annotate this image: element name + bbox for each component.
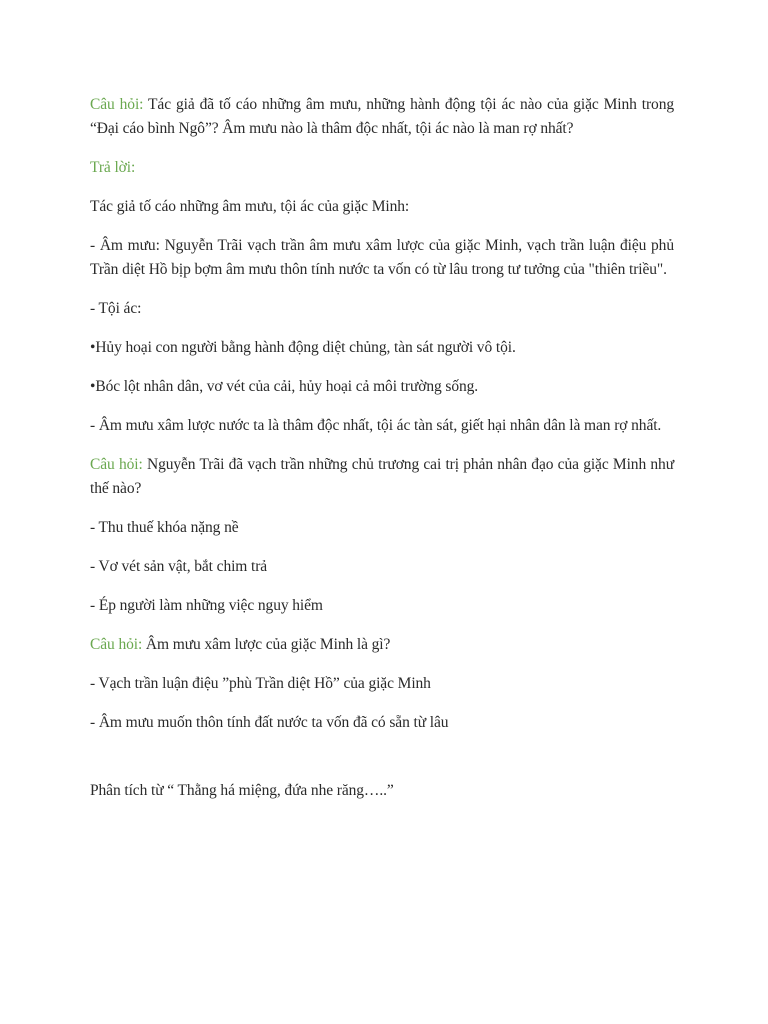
- question-text: Tác giả đã tố cáo những âm mưu, những hành động tội ác nào của giặc Minh trong “Đại cáo bình Ngô”? Âm mưu nào là thâm độc nhất, tội ác nào là man rợ nhất?: [90, 96, 674, 137]
- question-2: [90, 453, 674, 501]
- question-text: Âm mưu xâm lược của giặc Minh là gì?: [142, 636, 391, 653]
- question-label: Câu hỏi:: [90, 96, 144, 113]
- answer-label: Trả lời:: [90, 159, 136, 176]
- answer-crime-1: •Hủy hoại con người bằng hành động diệt chủng, tàn sát người vô tội.: [90, 339, 516, 356]
- question-text: Nguyễn Trãi đã vạch trần những chủ trương cai trị phản nhân đạo của giặc Minh như thế nào?: [90, 456, 674, 497]
- answer-crimes-heading: - Tội ác:: [90, 300, 142, 317]
- question-label: Câu hỏi:: [90, 456, 143, 473]
- answer-2-item-2: - Vơ vét sản vật, bắt chim trả: [90, 558, 268, 575]
- document-page: [90, 93, 674, 818]
- answer-intro: Tác giả tố cáo những âm mưu, tội ác của giặc Minh:: [90, 198, 410, 215]
- answer-3-item-2: - Âm mưu muốn thôn tính đất nước ta vốn đã có sẵn từ lâu: [90, 714, 449, 731]
- answer-conclusion: - Âm mưu xâm lược nước ta là thâm độc nhất, tội ác tàn sát, giết hại nhân dân là man rợ nhất.: [90, 417, 662, 434]
- analysis-heading: Phân tích từ “ Thằng há miệng, đứa nhe răng…..”: [90, 782, 394, 799]
- question-1: [90, 93, 674, 141]
- answer-crime-2: •Bóc lột nhân dân, vơ vét của cải, hủy hoại cả môi trường sống.: [90, 378, 479, 395]
- answer-2-item-3: - Ép người làm những việc nguy hiểm: [90, 597, 323, 614]
- question-3: [90, 633, 674, 657]
- answer-3-item-1: - Vạch trần luận điệu ”phù Trần diệt Hồ” của giặc Minh: [90, 675, 431, 692]
- answer-plot: - Âm mưu: Nguyễn Trãi vạch trần âm mưu xâm lược của giặc Minh, vạch trần luận điệu phủ Trần diệt Hồ bịp bợm âm mưu thôn tính nước ta vốn có từ lâu trong tư tưởng của "thiên triều".: [90, 237, 674, 278]
- question-label: Câu hỏi:: [90, 636, 143, 653]
- answer-2-item-1: - Thu thuế khóa nặng nề: [90, 519, 239, 536]
